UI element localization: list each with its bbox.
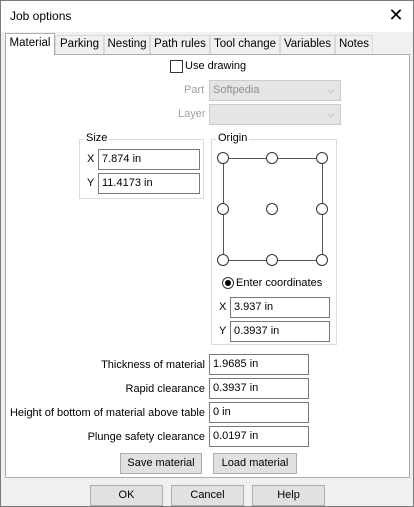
plunge-clearance-input[interactable]: 0.0197 in <box>209 426 309 447</box>
origin-middle-left-radio[interactable] <box>217 203 229 215</box>
origin-x-input[interactable]: 3.937 in <box>230 297 330 318</box>
tab-material[interactable]: Material <box>5 33 55 55</box>
tab-variables[interactable]: Variables <box>280 35 335 54</box>
chevron-down-icon: ⌵ <box>327 109 335 120</box>
rapid-clearance-input[interactable]: 0.3937 in <box>209 378 309 399</box>
part-select[interactable] <box>209 80 341 101</box>
thickness-input[interactable]: 1.9685 in <box>209 354 309 375</box>
origin-y-label: Y <box>219 325 227 337</box>
size-x-input[interactable]: 7.874 in <box>98 149 200 170</box>
tab-parking[interactable]: Parking <box>55 35 104 54</box>
tab-nesting[interactable]: Nesting <box>104 35 150 54</box>
origin-bottom-left-radio[interactable] <box>217 254 229 266</box>
size-group-title: Size <box>86 132 108 144</box>
window-title: Job options <box>10 9 72 23</box>
origin-top-left-radio[interactable] <box>217 152 229 164</box>
plunge-clearance-label: Plunge safety clearance <box>87 431 205 443</box>
size-x-label: X <box>87 153 95 165</box>
layer-select[interactable] <box>209 104 341 125</box>
material-panel <box>5 54 410 478</box>
origin-group-title: Origin <box>218 132 248 144</box>
tab-notes[interactable]: Notes <box>335 35 373 54</box>
save-material-button[interactable]: Save material <box>120 453 202 474</box>
help-button[interactable]: Help <box>252 485 325 506</box>
size-y-input[interactable]: 11.4173 in <box>98 173 200 194</box>
use-drawing-label: Use drawing <box>185 60 247 72</box>
layer-label: Layer <box>178 108 206 120</box>
origin-top-right-radio[interactable] <box>316 152 328 164</box>
height-above-table-input[interactable]: 0 in <box>209 402 309 423</box>
origin-bottom-center-radio[interactable] <box>266 254 278 266</box>
origin-center-radio[interactable] <box>266 203 278 215</box>
origin-y-input[interactable]: 0.3937 in <box>230 321 330 342</box>
origin-middle-right-radio[interactable] <box>316 203 328 215</box>
size-y-label: Y <box>87 177 95 189</box>
title-bar <box>1 1 413 32</box>
load-material-button[interactable]: Load material <box>213 453 297 474</box>
use-drawing-checkbox[interactable] <box>170 60 183 73</box>
enter-coordinates-label: Enter coordinates <box>236 277 323 289</box>
origin-bottom-right-radio[interactable] <box>316 254 328 266</box>
part-select-value: Softpedia <box>213 84 260 96</box>
tab-tool-change[interactable]: Tool change <box>210 35 280 54</box>
close-icon[interactable]: ✕ <box>388 5 404 25</box>
rapid-clearance-label: Rapid clearance <box>125 383 205 395</box>
enter-coordinates-radio[interactable] <box>222 277 234 289</box>
part-label: Part <box>184 84 205 96</box>
origin-x-label: X <box>219 301 227 313</box>
chevron-down-icon: ⌵ <box>327 85 335 96</box>
cancel-button[interactable]: Cancel <box>171 485 244 506</box>
thickness-label: Thickness of material <box>101 359 205 371</box>
ok-button[interactable]: OK <box>90 485 163 506</box>
tab-path-rules[interactable]: Path rules <box>150 35 210 54</box>
height-above-table-label: Height of bottom of material above table <box>9 407 205 419</box>
origin-top-center-radio[interactable] <box>266 152 278 164</box>
